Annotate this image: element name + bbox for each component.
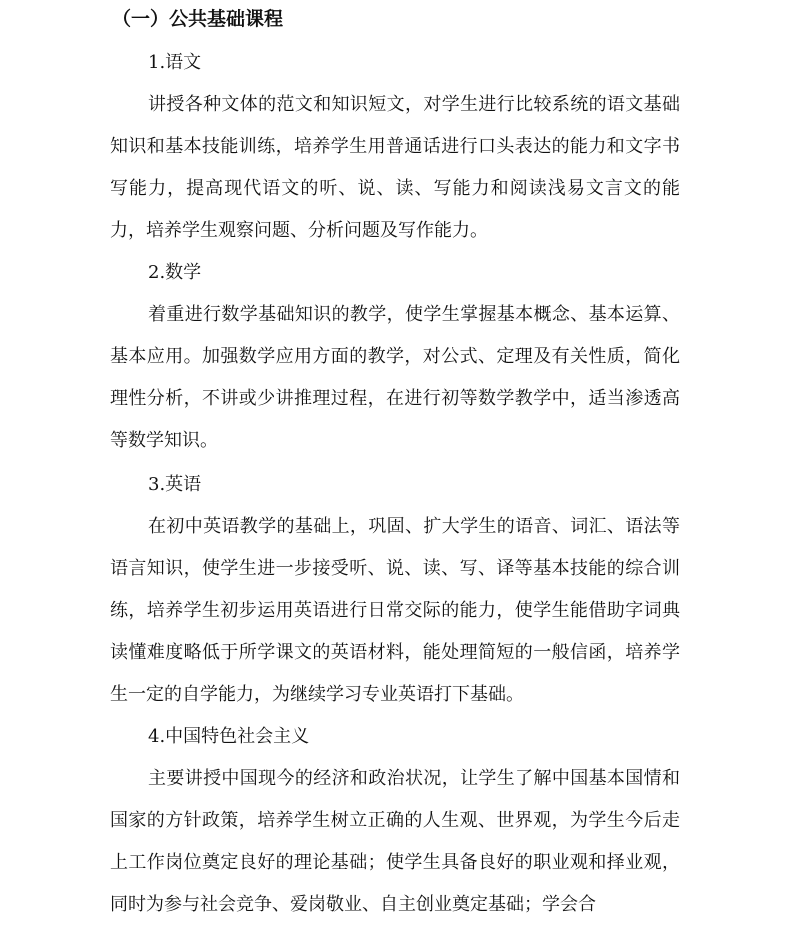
course-body-socialism: 主要讲授中国现今的经济和政治状况，让学生了解中国基本国情和国家的方针政策，培养学生树立正确的人生观、世界观，为学生今后走上工作岗位奠定良好的理论基础；使学生具备良好的职业观和择业观，同时为参与社会竞争、爱岗敬业、自主创业奠定基础；学会合 <box>110 768 680 915</box>
course-body-english: 在初中英语教学的基础上，巩固、扩大学生的语音、词汇、语法等语言知识，使学生进一步接受听、说、读、写、译等基本技能的综合训练，培养学生初步运用英语进行日常交际的能力，使学生能借助字词典读懂难度略低于所学课文的英语材料，能处理简短的一般信函，培养学生一定的自学能力，为继续学习专业英语打下基础。 <box>110 516 680 705</box>
course-body-chinese: 讲授各种文体的范文和知识短文，对学生进行比较系统的语文基础知识和基本技能训练，培养学生用普通话进行口头表达的能力和文字书写能力，提高现代语文的听、说、读、写能力和阅读浅易文言文的能力，培养学生观察问题、分析问题及写作能力。 <box>110 94 680 241</box>
section-heading: （一）公共基础课程 <box>112 8 284 30</box>
course-title-chinese: 1.语文 <box>148 52 202 73</box>
course-title-socialism: 4.中国特色社会主义 <box>148 726 310 747</box>
course-title-english: 3.英语 <box>148 474 202 495</box>
course-body-math: 着重进行数学基础知识的教学，使学生掌握基本概念、基本运算、基本应用。加强数学应用方面的教学，对公式、定理及有关性质，简化理性分析，不讲或少讲推理过程，在进行初等数学教学中，适当渗透高等数学知识。 <box>110 304 680 451</box>
course-title-math: 2.数学 <box>148 262 202 283</box>
